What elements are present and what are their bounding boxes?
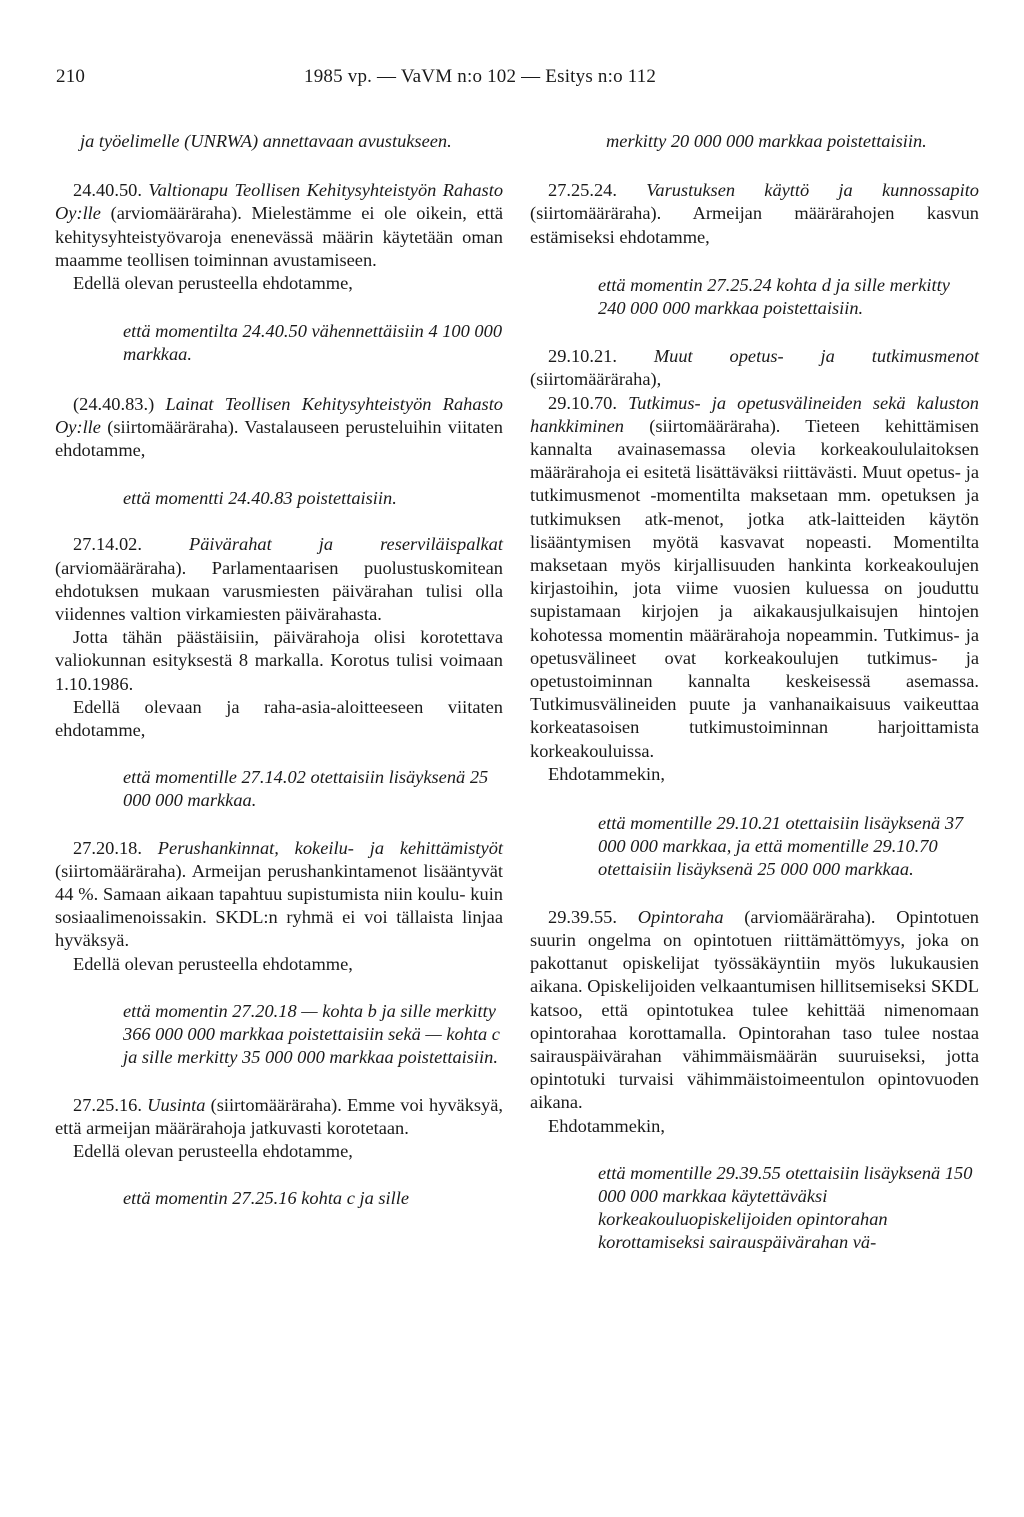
proposal: että momentille 29.39.55 otettaisiin lisäyksenä 150 000 000 markkaa käytettäväksi korkeakouluopiskelijoiden opintorahan korottamiseksi sairauspäivärahan vä- bbox=[598, 1162, 973, 1253]
item-text: (arviomääräraha). Mielestämme ei ole oikein, että kehitysyhteistyövaroja enenevässä määrin käytetään oman maamme teollisen toiminnan avustamiseen. bbox=[55, 203, 503, 270]
paragraph: Edellä olevan perusteella ehdotamme, bbox=[73, 1140, 353, 1161]
paragraph-27-20-18 bbox=[55, 837, 503, 953]
item-text: (siirtomääräraha). Vastalauseen perusteluihin viitaten ehdotamme, bbox=[55, 416, 503, 461]
item-number: 27.25.24. bbox=[548, 180, 647, 201]
proposal: että momentin 27.25.16 kohta c ja sille bbox=[123, 1188, 410, 1209]
proposal-continuation: merkitty 20 000 000 markkaa poistettaisiin. bbox=[606, 131, 927, 151]
item-title: Päivärahat ja reserviläispalkat bbox=[188, 534, 503, 555]
paragraph: Ehdotammekin, bbox=[548, 763, 665, 784]
paragraph: Edellä olevan perusteella ehdotamme, bbox=[73, 953, 353, 974]
item-number: 29.39.55. bbox=[548, 906, 638, 927]
paragraph-27-25-16 bbox=[55, 1094, 503, 1140]
paragraph: Jotta tähän päästäisiin, päivärahoja olisi korotettava valiokunnan esityksestä 8 markalla. Korotus tulisi voimaan 1.10.1986. bbox=[55, 627, 503, 694]
right-column bbox=[530, 128, 979, 1255]
item-title: Tutkimus- ja opetusvälineiden sekä kaluston hankkiminen bbox=[530, 392, 979, 436]
proposal: että momentille 27.14.02 otettaisiin lisäyksenä 25 000 000 markkaa. bbox=[123, 767, 489, 811]
paragraph-continuation: ja työelimelle (UNRWA) annettavaan avustukseen. bbox=[80, 131, 452, 151]
item-text: (siirtomääräraha), bbox=[530, 369, 662, 390]
paragraph-29-39-55 bbox=[530, 906, 979, 1115]
paragraph: Edellä olevan perusteella ehdotamme, bbox=[73, 273, 353, 294]
item-title: Muut opetus- ja tutkimusmenot bbox=[653, 346, 979, 367]
item-text: (arviomääräraha). Opintotuen suurin ongelma on opintotuen riittämättömyys, joka on pakottanut opiskelijat työssäkäyntiin myös lukukausien aikana. Opiskelijoiden velkaantumisen hillitsemiseksi SKDL katsoo, että opintotukea tulee kehittää nimenomaan opintorahaa korottamalla. Opintorahan taso tulee nostaa sairauspäivärahan vähimmäismäärän suuruiseksi, jotta opintotuki turvaisi vähimmäistoimeentulon opintovuoden aikana. bbox=[530, 906, 980, 1113]
item-title: Varustuksen käyttö ja kunnossapito bbox=[646, 180, 980, 201]
paragraph-27-25-24 bbox=[530, 179, 979, 249]
proposal: että momentin 27.20.18 — kohta b ja sille merkitty 366 000 000 markkaa poistettaisiin sekä — kohta c ja sille merkitty 35 000 000 markkaa poistettaisiin. bbox=[123, 1000, 500, 1068]
paragraph-29-10-21 bbox=[530, 345, 979, 391]
page-number: 210 bbox=[56, 66, 86, 87]
item-number: (24.40.83.) bbox=[73, 393, 166, 414]
item-title: Valtionapu Teollisen Kehitysyhteistyön Rahasto Oy:lle bbox=[55, 180, 504, 224]
left-column bbox=[55, 128, 503, 1210]
item-title: Lainat Teollisen Kehitysyhteistyön Rahasto Oy:lle bbox=[55, 393, 503, 437]
item-number: 29.10.21. bbox=[548, 346, 654, 367]
item-number: 27.25.16. bbox=[73, 1094, 148, 1115]
paragraph-29-10-70 bbox=[530, 392, 979, 763]
item-text: (siirtomääräraha). Armeijan perushankintamenot lisääntyvät 44 %. Samaan aikaan tapahtuu supistumista niin koulu- kuin sosiaalimenoissakin. SKDL:n ryhmä ei voi tällaista linjaa hyväksyä. bbox=[55, 860, 503, 951]
proposal: että momentille 29.10.21 otettaisiin lisäyksenä 37 000 000 markkaa, ja että momentille 29.10.70 otettaisiin lisäyksenä 25 000 000 markkaa. bbox=[598, 813, 964, 880]
running-title: 1985 vp. — VaVM n:o 102 — Esitys n:o 112 bbox=[304, 66, 657, 87]
item-number: 24.40.50. bbox=[73, 180, 149, 201]
paragraph: Ehdotammekin, bbox=[548, 1115, 665, 1136]
paragraph-24-40-83 bbox=[55, 393, 503, 463]
proposal: että momentilta 24.40.50 vähennettäisiin 4 100 000 markkaa. bbox=[123, 321, 503, 365]
paragraph: Edellä olevaan ja raha-asia-aloitteeseen viitaten ehdotamme, bbox=[55, 696, 503, 741]
item-number: 29.10.70. bbox=[548, 392, 629, 413]
item-text: (siirtomääräraha). Armeijan määrärahojen kasvun estämiseksi ehdotamme, bbox=[530, 203, 979, 247]
item-number: 27.14.02. bbox=[73, 534, 189, 555]
proposal: että momentti 24.40.83 poistettaisiin. bbox=[123, 488, 397, 509]
paragraph-24-40-50 bbox=[55, 179, 503, 272]
item-title: Perushankinnat, kokeilu- ja kehittämistyöt bbox=[157, 837, 504, 858]
item-text: (arviomääräraha). Parlamentaarisen puolustuskomitean ehdotuksen mukaan varusmiesten päivärahan tulisi olla viidennes valtion virkamiesten päivärahasta. bbox=[55, 557, 503, 625]
item-number: 27.20.18. bbox=[73, 837, 158, 858]
item-text: (siirtomääräraha). Emme voi hyväksyä, että armeijan määrärahoja jatkuvasti korotetaan. bbox=[55, 1094, 504, 1138]
item-text: (siirtomääräraha). Tieteen kehittämisen kannalta avainasemassa olevia korkeakoululaitoksen määrärahoja ei esitetä lisättäväksi riittävästi. Muut opetus- ja tutkimusmenot -momentilta maksetaan mm. opetuksen ja tutkimuksen atk-menot, jotka atk-laitteiden käytön lisääntymisen myötä kasvavat nopeasti. Momentilta maksetaan myös kirjallisuuden hankinta korkeakoulujen kirjastoihin, jota viime vuosien kuluessa on jouduttu supistamaan kirjojen ja aikakausjulkaisujen hintojen kohotessa momentin määrärahoja nopeammin. Tutkimus- ja opetusvälineet ovat korkeakoulujen tutkimus- ja opetustoiminnan kannalta keskeisessä asemassa. Tutkimusvälineiden puute ja vanhanaikaisuus vaikeuttaa korkeatasoisen tutkimustoiminnan harjoittamista korkeakouluissa. bbox=[530, 415, 979, 761]
proposal: että momentin 27.25.24 kohta d ja sille merkitty 240 000 000 markkaa poistettaisiin. bbox=[598, 274, 950, 319]
item-title: Opintoraha bbox=[637, 906, 724, 927]
paragraph-27-14-02 bbox=[55, 533, 503, 626]
item-title: Uusinta bbox=[147, 1094, 206, 1115]
